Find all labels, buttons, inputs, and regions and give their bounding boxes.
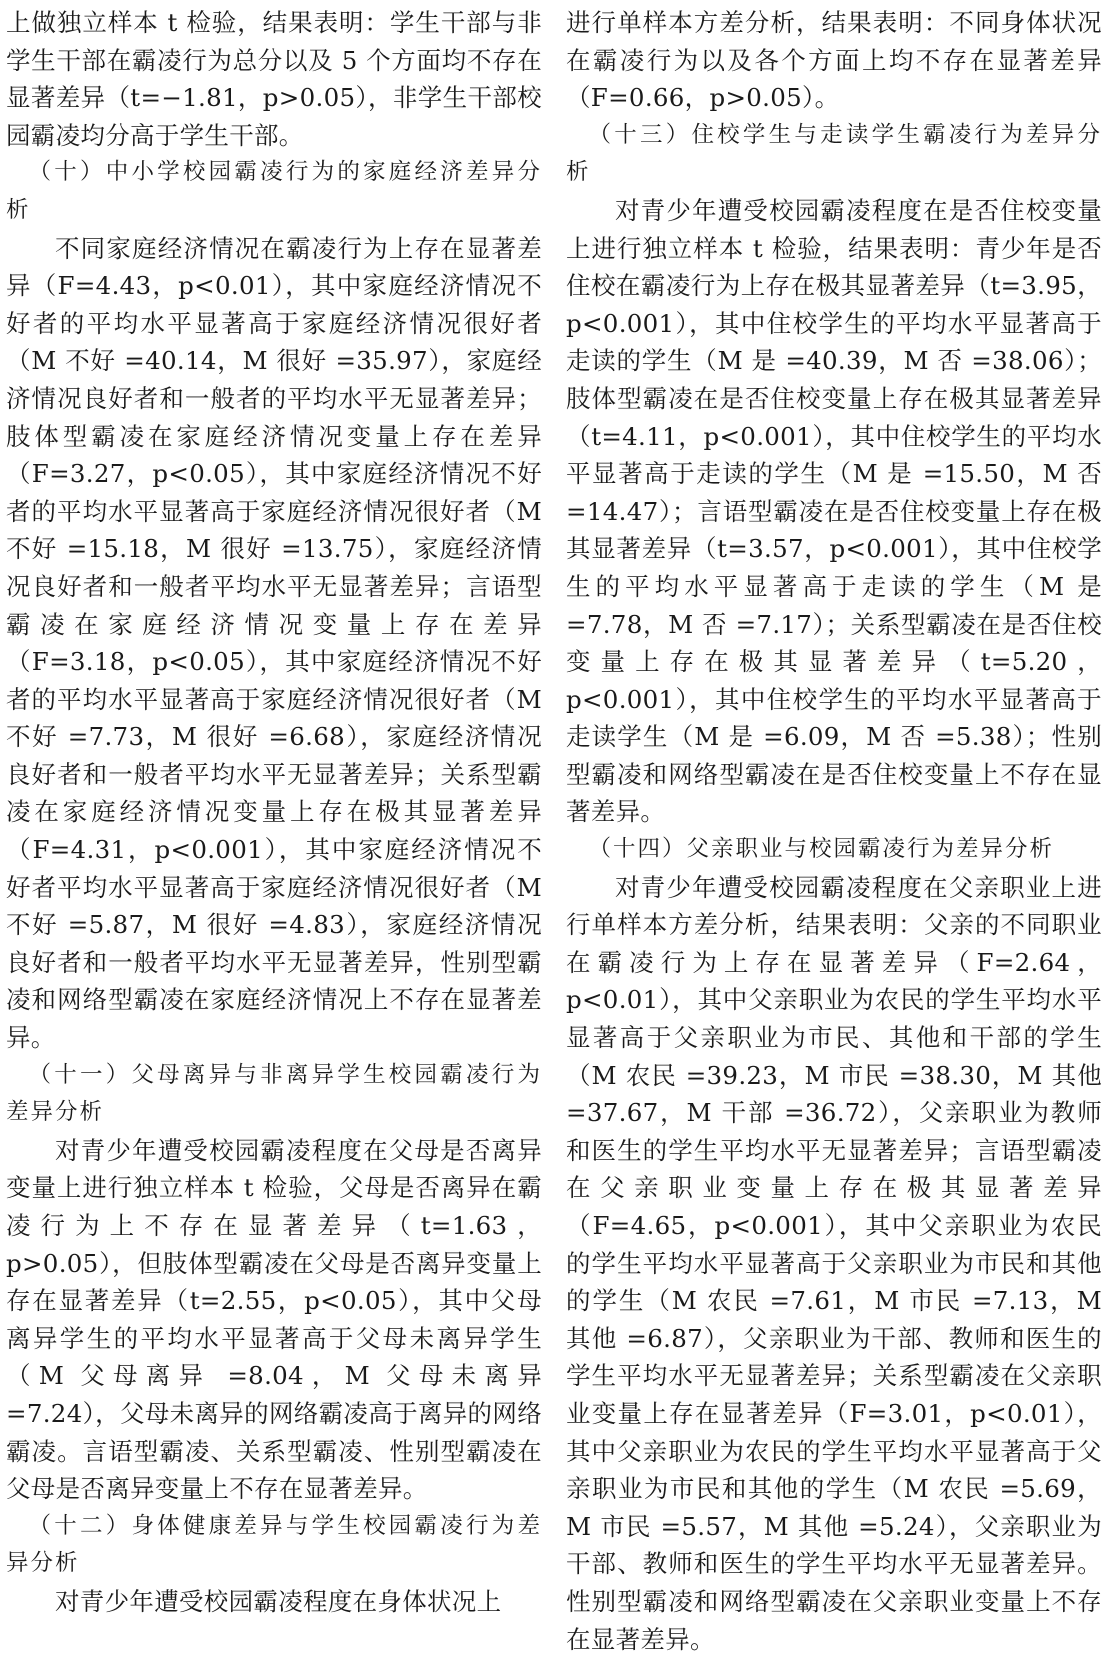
section-heading-11: （十一）父母离异与非离异学生校园霸凌行为差异分析 [6, 1061, 542, 1126]
paragraph-section-13: 对青少年遭受校园霸凌程度在是否住校变量上进行独立样本 t 检验，结果表明：青少年是否住校在霸凌行为上存在极其显著差异（t=3.95，p<0.001），其中住校学生的平均水平显著高于走读的学生（M 是 =40.39，M 否 =38.06）；肢体型霸凌在是否住校变量上存在极其显著差异（t=4.11，p<0.001），其中住校学生的平均水平显著高于走读的学生（M 是 =15.50，M 否 =14.47）；言语型霸凌在是否住校变量上存在极其显著差异（t=3.57，p<0.001），其中住校学生的平均水平显著高于走读的学生（M 是 =7.78，M 否 =7.17）；关系型霸凌在是否住校变量上存在极其显著差异（t=5.20，p<0.001），其中住校学生的平均水平显著高于走读学生（M 是 =6.09，M 否 =5.38）；性别型霸凌和网络型霸凌在是否住校变量上不存在显著差异。 [566, 195, 1102, 827]
paragraph-section-14: 对青少年遭受校园霸凌程度在父亲职业上进行单样本方差分析，结果表明：父亲的不同职业在霸凌行为上存在显著差异（F=2.64，p<0.01），其中父亲职业为农民的学生平均水平显著高于父亲职业为市民、其他和干部的学生（M 农民 =39.23，M 市民 =38.30，M 其他 =37.67，M 干部 =36.72），父亲职业为教师和医生的学生平均水平无显著差异；言语型霸凌在父亲职业变量上存在极其显著差异（F=4.65，p<0.001），其中父亲职业为农民的学生平均水平显著高于父亲职业为市民和其他的学生（M 农民 =7.61，M 市民 =7.13，M 其他 =6.87），父亲职业为干部、教师和医生的学生平均水平无显著差异；关系型霸凌在父亲职业变量上存在显著差异（F=3.01，p<0.01），其中父亲职业为农民的学生平均水平显著高于父亲职业为市民和其他的学生（M 农民 =5.69，M 市民 =5.57，M 其他 =5.24），父亲职业为干部、教师和医生的学生平均水平无显著差异。性别型霸凌和网络型霸凌在父亲职业变量上不存在显著差异。 [566, 872, 1102, 1654]
paragraph-intro-continuation: 上做独立样本 t 检验，结果表明：学生干部与非学生干部在霸凌行为总分以及 5 个方面均不存在显著差异（t=−1.81，p>0.05），非学生干部校园霸凌均分高于学生干部。 [6, 8, 542, 150]
paragraph-section-12-start: 对青少年遭受校园霸凌程度在身体状况上 [55, 1586, 502, 1616]
right-column [566, 4, 1102, 1658]
section-heading-12: （十二）身体健康差异与学生校园霸凌行为差异分析 [6, 1512, 542, 1577]
paragraph-section-11: 对青少年遭受校园霸凌程度在父母是否离异变量上进行独立样本 t 检验，父母是否离异在霸凌行为上不存在显著差异（t=1.63，p>0.05），但肢体型霸凌在父母是否离异变量上存在显著差异（t=2.55，p<0.05），其中父母离异学生的平均水平显著高于父母未离异学生（M 父母离异 =8.04，M 父母未离异 =7.24），父母未离异的网络霸凌高于离异的网络霸凌。言语型霸凌、关系型霸凌、性别型霸凌在父母是否离异变量上不存在显著差异。 [6, 1135, 542, 1504]
section-heading-10: （十）中小学校园霸凌行为的家庭经济差异分析 [6, 159, 542, 223]
paragraph-section-10: 不同家庭经济情况在霸凌行为上存在显著差异（F=4.43，p<0.01），其中家庭经济情况不好者的平均水平显著高于家庭经济情况很好者（M 不好 =40.14，M 很好 =35.97），家庭经济情况良好者和一般者的平均水平无显著差异；肢体型霸凌在家庭经济情况变量上存在差异（F=3.27，p<0.05），其中家庭经济情况不好者的平均水平显著高于家庭经济情况很好者（M 不好 =15.18，M 很好 =13.75），家庭经济情况良好者和一般者平均水平无显著差异；言语型霸凌在家庭经济情况变量上存在差异（F=3.18，p<0.05），其中家庭经济情况不好者的平均水平显著高于家庭经济情况很好者（M 不好 =7.73，M 很好 =6.68），家庭经济情况良好者和一般者平均水平无显著差异；关系型霸凌在家庭经济情况变量上存在极其显著差异（F=4.31，p<0.001），其中家庭经济情况不好者平均水平显著高于家庭经济情况很好者（M 不好 =5.87，M 很好 =4.83），家庭经济情况良好者和一般者平均水平无显著差异，性别型霸凌和网络型霸凌在家庭经济情况上不存在显著差异。 [6, 233, 542, 1053]
left-column [6, 4, 542, 1621]
paragraph-section-12-continuation: 进行单样本方差分析，结果表明：不同身体状况在霸凌行为以及各个方面上均不存在显著差异（F=0.66，p>0.05）。 [566, 8, 1102, 113]
section-heading-13: （十三）住校学生与走读学生霸凌行为差异分析 [566, 121, 1102, 186]
section-heading-14: （十四）父亲职业与校园霸凌行为差异分析 [588, 836, 1055, 863]
